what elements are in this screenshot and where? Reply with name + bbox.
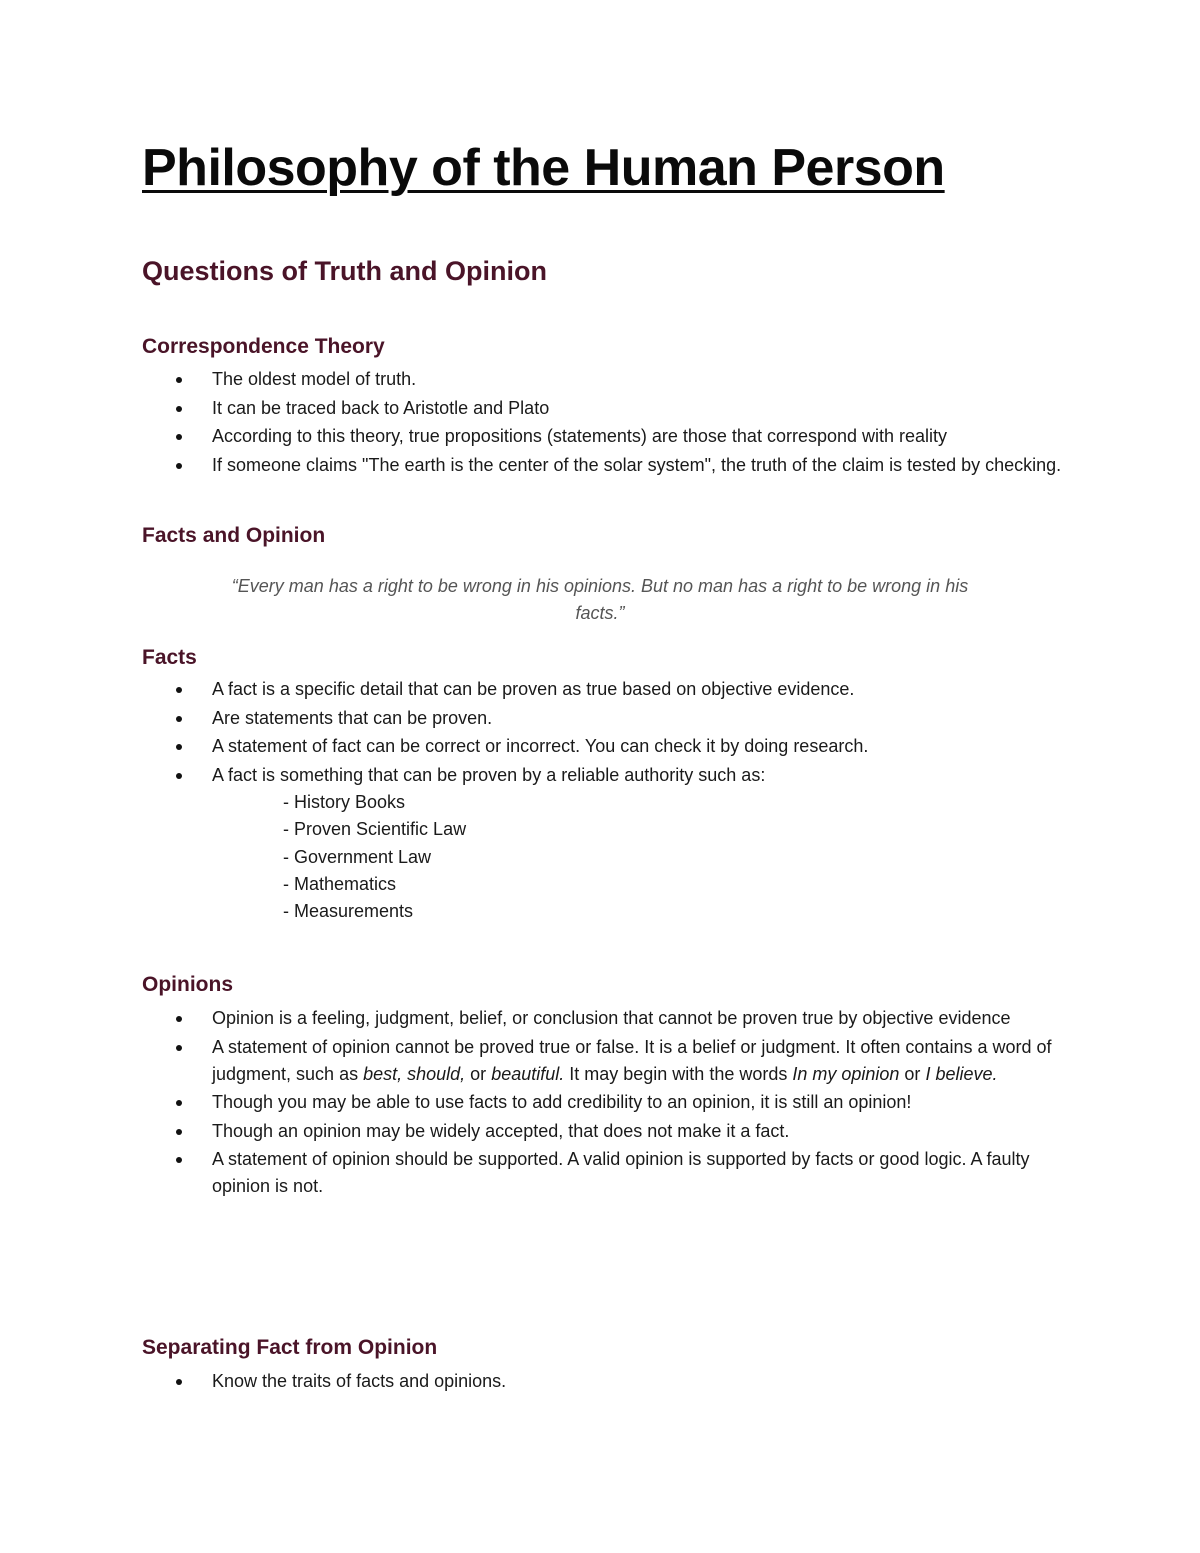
list-item-text: A statement of opinion should be supported. A valid opinion is supported by facts or good logic. A faulty opinion is not. xyxy=(212,1149,1030,1196)
list-item-text: Though an opinion may be widely accepted, that does not make it a fact. xyxy=(212,1120,790,1141)
bullet-icon xyxy=(176,1016,182,1022)
facts-and-opinion-heading: Facts and Opinion xyxy=(142,524,326,547)
authority-list xyxy=(283,789,466,925)
list-item-text xyxy=(212,1037,1052,1084)
list-item-text: Opinion is a feeling, judgment, belief, or conclusion that cannot be proven true by objective evidence xyxy=(212,1008,1011,1028)
bullet-icon xyxy=(176,1100,182,1106)
authority-item: - Mathematics xyxy=(283,873,397,894)
list-item-text: Though you may be able to use facts to add credibility to an opinion, it is still an opinion! xyxy=(212,1092,912,1112)
list-item xyxy=(142,423,1072,450)
bullet-icon xyxy=(176,377,182,383)
list-item-text: A fact is something that can be proven by a reliable authority such as: xyxy=(212,764,766,785)
text-run: It may begin with the words xyxy=(564,1063,793,1084)
correspondence-list xyxy=(142,366,1072,480)
text-run: or xyxy=(899,1063,926,1084)
bullet-icon xyxy=(176,1129,182,1135)
authority-item: - Measurements xyxy=(283,901,414,922)
list-item-text: Know the traits of facts and opinions. xyxy=(212,1371,507,1391)
bullet-icon xyxy=(176,1045,182,1051)
list-item-text: It can be traced back to Aristotle and Plato xyxy=(212,397,550,418)
separating-heading: Separating Fact from Opinion xyxy=(142,1336,438,1359)
text-run: or xyxy=(465,1063,492,1084)
list-item xyxy=(142,452,1072,479)
bullet-icon xyxy=(176,716,182,722)
section-title: Questions of Truth and Opinion xyxy=(142,256,547,286)
list-item xyxy=(142,366,1072,393)
list-item xyxy=(142,1146,1072,1200)
bullet-icon xyxy=(176,744,182,750)
bullet-icon xyxy=(176,434,182,440)
authority-item: - History Books xyxy=(283,792,406,812)
list-item-text: A fact is a specific detail that can be proven as true based on objective evidence. xyxy=(212,679,855,699)
document-title: Philosophy of the Human Person xyxy=(142,139,945,197)
opinions-list xyxy=(142,1005,1072,1202)
opinions-heading: Opinions xyxy=(142,973,233,996)
list-item-text: The oldest model of truth. xyxy=(212,369,417,389)
list-item xyxy=(142,1005,1072,1032)
bullet-icon xyxy=(176,1379,182,1385)
quote: “Every man has a right to be wrong in his opinions. But no man has a right to be wrong in his facts.” xyxy=(231,576,969,623)
italic-text: best, should, xyxy=(363,1063,466,1084)
list-item xyxy=(142,733,1072,760)
list-item-text: According to this theory, true propositions (statements) are those that correspond with reality xyxy=(212,426,948,446)
list-item xyxy=(142,705,1072,732)
italic-text: I believe. xyxy=(925,1063,998,1084)
list-item xyxy=(142,395,1072,422)
bullet-icon xyxy=(176,773,182,779)
correspondence-heading: Correspondence Theory xyxy=(142,335,385,358)
italic-text: In my opinion xyxy=(792,1063,900,1084)
list-item-text: If someone claims "The earth is the center of the solar system", the truth of the claim is tested by checking. xyxy=(212,454,1062,475)
bullet-icon xyxy=(176,406,182,412)
facts-heading: Facts xyxy=(142,646,197,669)
facts-list xyxy=(142,676,1072,790)
italic-text: beautiful. xyxy=(491,1063,565,1084)
separating-list xyxy=(142,1368,1072,1397)
list-item xyxy=(142,1368,1072,1395)
bullet-icon xyxy=(176,687,182,693)
list-item xyxy=(142,1118,1072,1145)
text-run: A statement of opinion cannot be proved true or false. It is a belief or judgment. It often contains a word of judgment, such as xyxy=(212,1036,1052,1084)
bullet-icon xyxy=(176,1157,182,1163)
list-item-text: Are statements that can be proven. xyxy=(212,707,493,728)
authority-item: - Government Law xyxy=(283,846,432,867)
bullet-icon xyxy=(176,463,182,469)
list-item xyxy=(142,676,1072,703)
list-item-text: A statement of fact can be correct or incorrect. You can check it by doing research. xyxy=(212,736,869,756)
list-item xyxy=(142,1089,1072,1116)
authority-item: - Proven Scientific Law xyxy=(283,819,467,840)
list-item xyxy=(142,762,1072,789)
list-item xyxy=(142,1034,1072,1088)
